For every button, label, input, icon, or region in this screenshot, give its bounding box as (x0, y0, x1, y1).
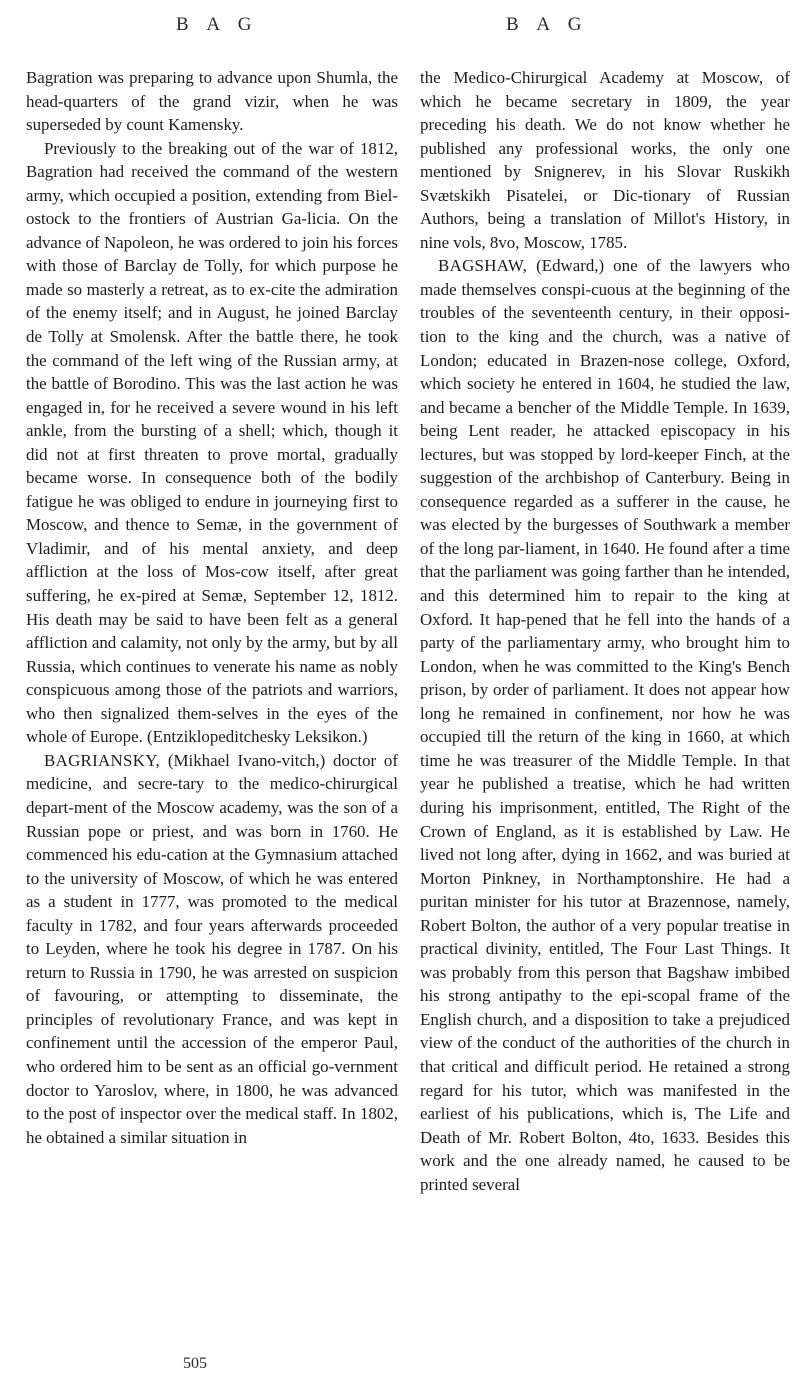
running-header-right: B A G (506, 14, 589, 35)
running-header-left: B A G (176, 14, 259, 35)
paragraph-bagriansky-continued: the Medico-Chirurgical Academy at Moscow, of which he became secretary in 1809, the year preceding his death. We do not know whether he published any professional works, the only one mentioned by Snignerev, in his Slovar Ruskikh Svætskikh Pisatelei, or Dic-tionary of Russian Authors, being a translation of Millot's History, in nine vols, 8vo, Moscow, 1785. (420, 68, 790, 252)
paragraph-bagration-war-1812: Previously to the breaking out of the war of 1812, Bagration had received the command of the western army, which occupied a position, extending from Biel-ostock to the frontiers of Austrian Ga-licia. On the advance of Napoleon, he was ordered to join his forces with those of Barclay de Tolly, for which purpose he made so masterly a retreat, as to ex-cite the admiration of the enemy itself; and in August, he joined Barclay de Tolly at Smolensk. After the battle there, he took the command of the left wing of the Russian army, at the battle of Borodino. This was the last action he was engaged in, for he received a severe wound in his left ankle, from the bursting of a shell; which, though it did not at first threaten to prove mortal, gradually became worse. In consequence both of the bodily fatigue he was obliged to endure in journeying first to Moscow, and thence to Semæ, in the government of Vladimir, and of his mental anxiety, and deep affliction at the loss of Mos-cow itself, after great suffering, he ex-pired at Semæ, September 12, 1812. His death may be said to have been felt as a general affliction and calamity, not only by the army, but by all Russia, which continues to venerate his name as nobly conspicuous among those of the patriots and warriors, who then signalized them-selves in the eyes of the whole of Europe. (Entziklopeditchesky Leksikon.) (26, 138, 398, 747)
page-number: 505 (183, 1355, 207, 1372)
left-text-column (26, 66, 398, 1356)
entry-body-bagriansky: (Mikhael Ivano-vitch,) doctor of medicine, and secre-tary to the medico-chirurgical depart-ment of the Moscow academy, was the son of a Russian pope or priest, and was born in 1760. He commenced his edu-cation at the Gymnasium attached to the university of Moscow, of which he was entered as a student in 1777, was promoted to the medical faculty in 1782, and four years afterwards proceeded to Leyden, where he took his degree in 1787. On his return to Russia in 1790, he was arrested on suspicion of favouring, or attempting to disseminate, the principles of revolutionary France, and was kept in confinement until the accession of the emperor Paul, who ordered him to be sent as an official go-vernment doctor to Yaroslov, where, in 1800, he was advanced to the post of inspector over the medical staff. In 1802, he obtained a similar situation in (26, 750, 398, 1147)
entry-heading-bagshaw: BAGSHAW, (438, 256, 528, 276)
entry-bagshaw (420, 254, 790, 1196)
right-text-column (420, 66, 790, 1356)
entry-heading-bagriansky: BAGRIANSKY, (44, 750, 161, 770)
paragraph-bagration-continued: Bagration was preparing to advance upon Shumla, the head-quarters of the grand vizir, when he was superseded by count Kamensky. (26, 68, 398, 135)
entry-body-bagshaw: (Edward,) one of the lawyers who made themselves conspi-cuous at the beginning of the troubles of the seventeenth century, in their opposi-tion to the king and the church, was a native of London; educated in Brazen-nose college, Oxford, which society he entered in 1604, he studied the law, and became a bencher of the Middle Temple. In 1639, being Lent reader, he attacked episcopacy in his lectures, but was stopped by lord-keeper Finch, at the suggestion of the archbishop of Canterbury. Being in consequence regarded as a sufferer in the cause, he was elected by the burgesses of Southwark a member of the long par-liament, in 1640. He found after a time that the parliament was going farther than he intended, and this determined him to repair to the king at Oxford. It hap-pened that he fell into the hands of a party of the parliamentary army, who brought him to London, when he was committed to the King's Bench prison, by order of parliament. It does not appear how long he remained in confinement, nor how he was occupied till the return of the king in 1660, at which time he was treasurer of the Middle Temple. In that year he published a treatise, which he had written during his imprisonment, entitled, The Right of the Crown of England, as it is established by Law. He lived not long after, dying in 1662, and was buried at Morton Pinkney, in Northamptonshire. He had a puritan minister for his tutor at Brazennose, namely, Robert Bolton, the author of a very popular treatise in practical divinity, entitled, The Four Last Things. It was probably from this person that Bagshaw imbibed his strong antipathy to the epi-scopal frame of the English church, and a disposition to take a prejudiced view of the conduct of the authorities of the church in that critical and difficult period. He retained a strong regard for his tutor, which was manifested in the earliest of his publications, which is, The Life and Death of Mr. Robert Bolton, 4to, 1633. Besides this work and the one already named, he caused to be printed several (420, 256, 790, 1194)
entry-bagriansky (26, 749, 398, 1149)
